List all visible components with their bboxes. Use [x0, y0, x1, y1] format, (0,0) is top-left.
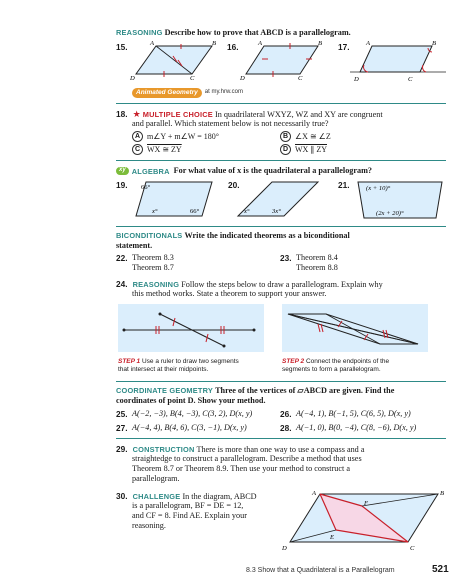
reasoning-text: Describe how to prove that ABCD is a parallelogram. [164, 28, 351, 37]
problem-25-number: 25. [116, 409, 128, 419]
reasoning-instruction [116, 28, 456, 38]
step-1-caption [118, 358, 268, 375]
algebra-instruction [116, 166, 456, 176]
label-d: D [354, 76, 359, 82]
label-d: D [130, 75, 135, 80]
problem-26-text: A(−4, 1), B(−1, 5), C(6, 5), D(x, y) [296, 409, 411, 418]
problem-26-number: 26. [280, 409, 292, 419]
step-1-figure [118, 304, 264, 352]
label-b: B [440, 490, 445, 497]
problem-27-text: A(−4, 4), B(4, 6), C(3, −1), D(x, y) [132, 423, 247, 432]
q24-text-2: this method works. State a theorem to support your answer. [132, 289, 327, 298]
divider [116, 226, 446, 227]
q30-text-3: and CF = 8. Find AE. Explain your [132, 511, 247, 520]
step-2-caption [282, 358, 442, 375]
divider [116, 381, 446, 382]
step-2-figure [282, 304, 428, 352]
step-2-text-b: segments to form a parallelogram. [282, 366, 381, 374]
figure-15 [128, 40, 218, 80]
xy-badge: xy [116, 167, 129, 175]
label-c: C [190, 75, 195, 80]
label-c: C [298, 75, 303, 80]
q30-number: 30. [116, 491, 128, 501]
step-2-tag: STEP 2 [282, 358, 305, 365]
theorem-8-3: Theorem 8.3 [132, 253, 174, 262]
q18-option-b[interactable] [280, 131, 331, 142]
coordinate-text-2: coordinates of point D. Show your method. [116, 396, 266, 405]
angle-label: x° [244, 208, 250, 215]
biconditionals-heading: BICONDITIONALS [116, 231, 183, 240]
option-d-bubble: D [280, 144, 291, 155]
biconditionals-instruction [116, 231, 456, 241]
figure-16 [238, 40, 328, 80]
q18-text-1: In quadrilateral WXYZ, WZ and XY are congruent [214, 110, 383, 119]
q30-heading: CHALLENGE [132, 492, 181, 501]
label-b: B [432, 40, 437, 47]
problem-23-number: 23. [280, 253, 292, 263]
problem-20-number: 20. [228, 180, 240, 190]
q29-text-1: There is more than one way to use a compass and a [196, 445, 365, 454]
q24-text-1: Follow the steps below to draw a parallelogram. Explain why [181, 280, 383, 289]
problem-22-number: 22. [116, 253, 128, 263]
divider [116, 438, 446, 439]
q18-text-2: and parallel. Which statement below is not necessarily true? [132, 119, 329, 128]
biconditionals-text-1: Write the indicated theorems as a biconditional [184, 231, 350, 240]
q29-text-2: straightedge to construct a parallelogram. Describe a method that uses [132, 454, 362, 463]
q30-text-4: reasoning. [132, 521, 166, 530]
theorem-8-7: Theorem 8.7 [132, 263, 174, 272]
animated-geometry-badge: Animated Geometry [132, 88, 202, 98]
label-f: F [364, 500, 369, 507]
figure-19 [132, 178, 218, 220]
angle-label: 66° [190, 208, 200, 215]
figure-17 [350, 40, 450, 82]
q29-heading: CONSTRUCTION [132, 445, 195, 454]
problem-25-text: A(−2, −3), B(4, −3), C(3, 2), D(x, y) [132, 409, 253, 418]
reasoning-heading: REASONING [116, 28, 163, 37]
figure-20 [232, 178, 322, 220]
option-a-bubble: A [132, 131, 143, 142]
q18-option-a[interactable] [132, 131, 219, 142]
animated-geometry-link[interactable] [132, 88, 243, 98]
angle-label: (x + 10)° [366, 185, 391, 192]
option-a-text: m∠Y + m∠W = 180° [147, 131, 219, 141]
step-1-tag: STEP 1 [118, 358, 141, 365]
divider [116, 103, 446, 104]
q29-number: 29. [116, 444, 128, 454]
figure-21 [352, 178, 452, 222]
q24-heading: REASONING [132, 280, 180, 289]
coordinate-heading: COORDINATE GEOMETRY [116, 386, 214, 395]
option-c-bubble: C [132, 144, 143, 155]
label-a: A [150, 40, 155, 47]
label-d: D [240, 75, 245, 80]
problem-19-number: 19. [116, 180, 128, 190]
angle-label: x° [152, 208, 158, 215]
biconditionals-text-2: statement. [116, 241, 153, 250]
page-number: 521 [432, 564, 449, 575]
label-a: A [312, 490, 317, 497]
q29-text-3: Theorem 8.7 or Theorem 8.9. Then use your method to construct a [132, 464, 350, 473]
angle-label: 3x° [272, 208, 281, 215]
figure-30 [270, 486, 450, 552]
option-b-bubble: B [280, 131, 291, 142]
option-d-text: WX ∥ ZY [295, 144, 327, 154]
q24-number: 24. [116, 279, 128, 289]
theorem-8-4: Theorem 8.4 [296, 253, 338, 262]
label-a: A [366, 40, 371, 47]
q18-option-d[interactable] [280, 144, 327, 155]
q18-heading: MULTIPLE CHOICE [142, 110, 213, 119]
problem-27-number: 27. [116, 423, 128, 433]
coordinate-instruction [116, 386, 456, 396]
theorem-8-8: Theorem 8.8 [296, 263, 338, 272]
step-1-text-a: Use a ruler to draw two segments [141, 358, 239, 365]
problem-15-number: 15. [116, 42, 128, 52]
q18-number: 18. [116, 109, 128, 119]
option-b-text: ∠X ≅ ∠Z [295, 131, 331, 141]
coordinate-text-1: Three of the vertices of ▱ABCD are given. Find the [215, 386, 395, 395]
angle-label: (2x + 20)° [376, 210, 404, 217]
problem-17-number: 17. [338, 42, 350, 52]
label-a: A [258, 40, 263, 47]
star-icon: ★ [132, 109, 141, 119]
label-c: C [408, 76, 413, 82]
problem-28-number: 28. [280, 423, 292, 433]
label-d: D [282, 545, 287, 552]
q29-text-4: parallelogram. [132, 474, 180, 483]
step-1-text-b: that intersect at their midpoints. [118, 366, 209, 374]
step-2-text-a: Connect the endpoints of the [305, 358, 390, 365]
label-b: B [212, 40, 217, 47]
label-e: E [330, 534, 335, 541]
divider [116, 160, 446, 161]
problem-21-number: 21. [338, 180, 350, 190]
label-c: C [410, 545, 415, 552]
q18-option-c[interactable] [132, 144, 182, 155]
option-c-text: WX ≅ ZY [147, 144, 182, 154]
q30-text-2: is a parallelogram, BF = DE = 12, [132, 501, 244, 510]
algebra-heading: ALGEBRA [131, 166, 170, 176]
angle-label: 66° [141, 184, 151, 191]
problem-28-text: A(−1, 0), B(0, −4), C(8, −6), D(x, y) [296, 423, 417, 432]
label-b: B [318, 40, 323, 47]
q30-text-1: In the diagram, ABCD [182, 492, 257, 501]
algebra-text: For what value of x is the quadrilateral a parallelogram? [173, 166, 373, 175]
problem-16-number: 16. [227, 42, 239, 52]
animated-geometry-url: at my.hrw.com [204, 89, 244, 96]
footer-section: 8.3 Show that a Quadrilateral is a Parallelogram [246, 567, 395, 574]
